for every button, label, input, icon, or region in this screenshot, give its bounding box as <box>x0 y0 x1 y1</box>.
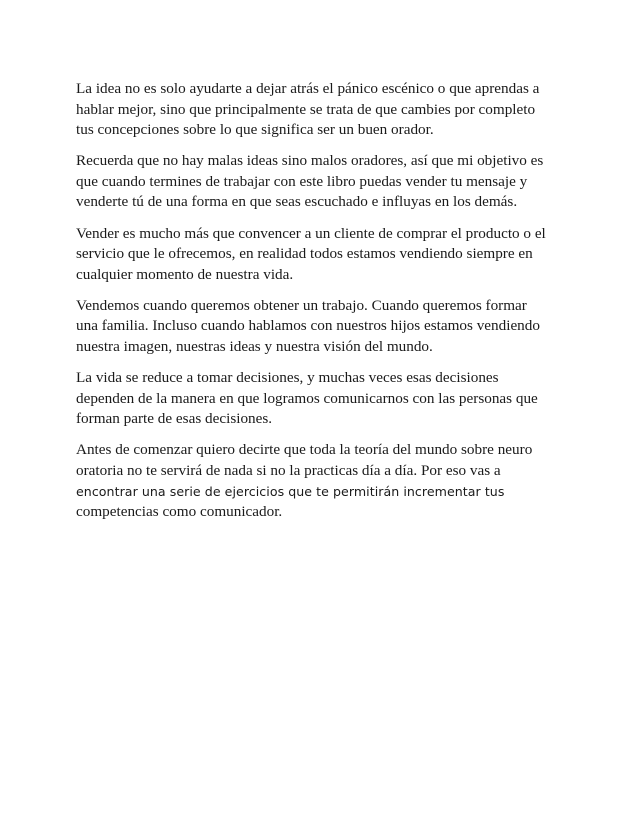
text-line: Recuerda que no hay malas ideas sino malos oradores, así que mi objetivo es <box>76 152 544 170</box>
text-line: La vida se reduce a tomar decisiones, y muchas veces esas decisiones <box>76 369 499 387</box>
text-line: forman parte de esas decisiones. <box>76 410 273 428</box>
text-line: una familia. Incluso cuando hablamos con nuestros hijos estamos vendiendo <box>76 317 540 335</box>
text-line: tus concepciones sobre lo que significa ser un buen orador. <box>76 121 434 139</box>
text-line: nuestra imagen, nuestras ideas y nuestra visión del mundo. <box>76 338 433 356</box>
text-line: Vendemos cuando queremos obtener un trabajo. Cuando queremos formar <box>76 296 527 314</box>
text-line: Vender es mucho más que convencer a un cliente de comprar el producto o el <box>76 224 546 242</box>
text-line: La idea no es solo ayudarte a dejar atrás el pánico escénico o que aprendas a <box>76 80 540 97</box>
paragraph-2 <box>76 151 576 213</box>
text-line: competencias como comunicador. <box>76 503 283 521</box>
paragraph-4 <box>76 296 576 358</box>
paragraph-5 <box>76 368 576 430</box>
text-line: dependen de la manera en que logramos comunicarnos con las personas que <box>76 389 538 407</box>
paragraph-6 <box>76 440 576 522</box>
text-line: oratoria no te servirá de nada si no la practicas día a día. Por eso vas a <box>76 462 501 479</box>
text-line: servicio que le ofrecemos, en realidad todos estamos vendiendo siempre en <box>76 245 533 263</box>
paragraph-1 <box>76 79 576 141</box>
text-line: hablar mejor, sino que principalmente se trata de que cambies por completo <box>76 100 536 118</box>
text-line: encontrar una serie de ejercicios que te permitirán incrementar tus <box>76 483 505 499</box>
text-line: cualquier momento de nuestra vida. <box>76 265 294 283</box>
text-line: venderte tú de una forma en que seas escuchado e influyas en los demás. <box>76 193 518 211</box>
text-line: Antes de comenzar quiero decirte que toda la teoría del mundo sobre neuro <box>76 441 533 459</box>
paragraph-3 <box>76 224 576 286</box>
document-body <box>76 79 576 533</box>
text-line: que cuando termines de trabajar con este libro puedas vender tu mensaje y <box>76 172 528 190</box>
